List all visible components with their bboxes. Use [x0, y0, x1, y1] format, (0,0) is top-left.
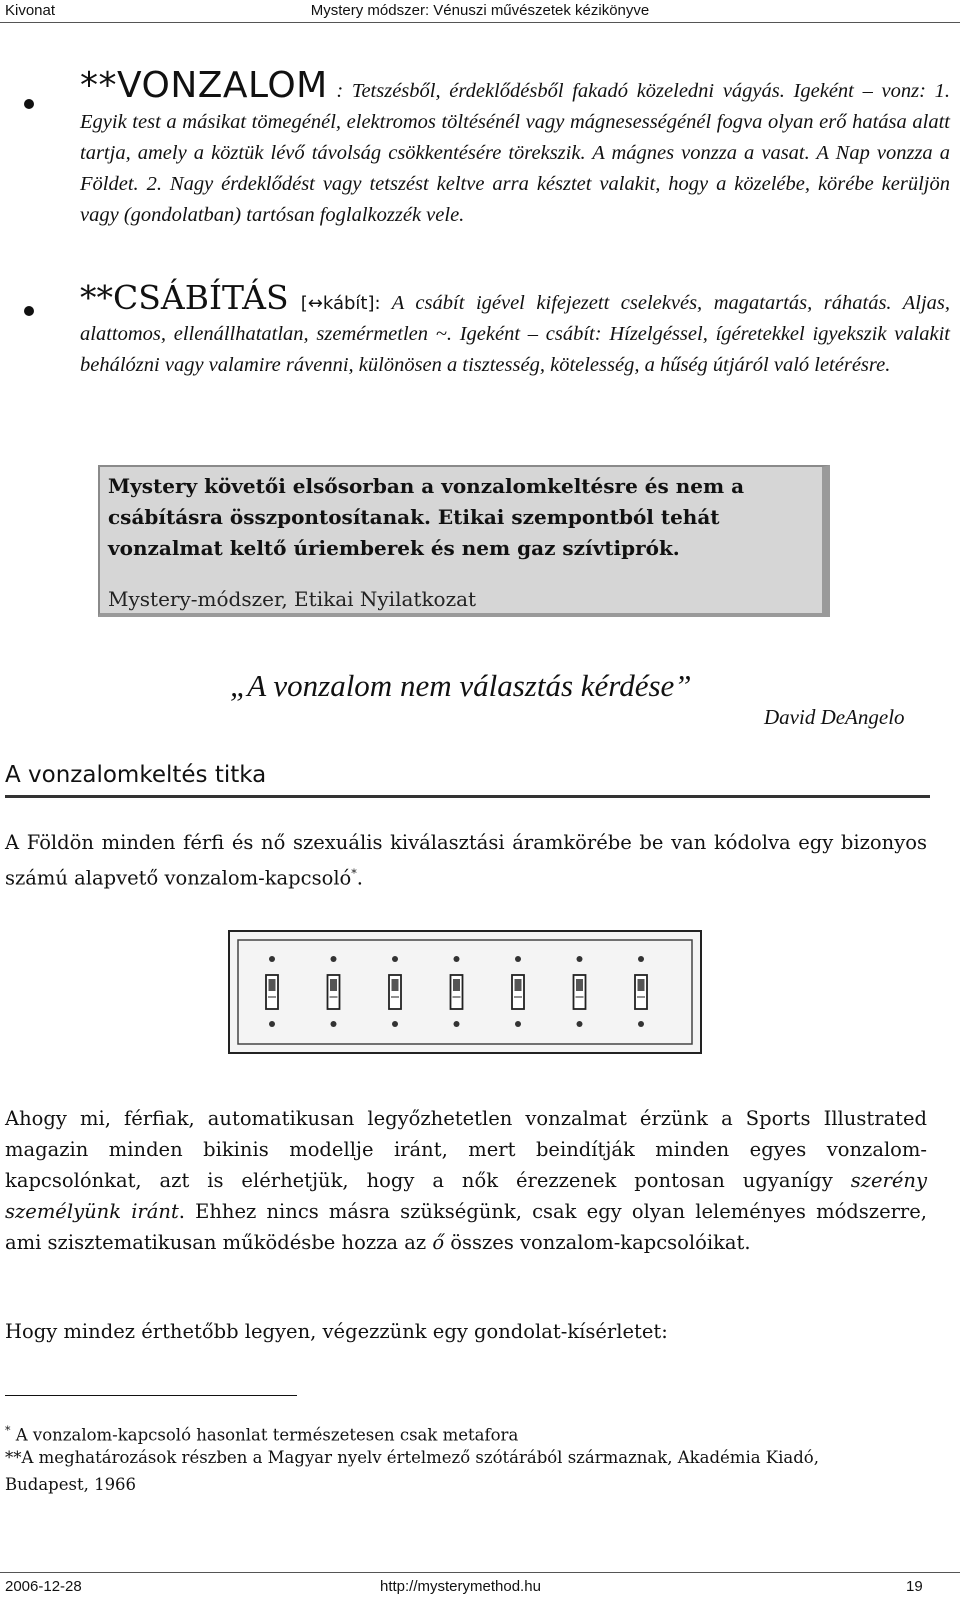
header-title: Mystery módszer: Vénuszi művészetek kézikönyve: [310, 2, 650, 19]
panel-frame: [229, 931, 701, 1053]
footer-url[interactable]: http://mysterymethod.hu: [380, 1578, 541, 1595]
definition-text: : Tetszésből, érdeklődésből fakadó közeledni vágyás. Igeként – vonz: 1. Egyik test a másikat tömegénél, elektromos töltésénél vagy mágnesességénél fogva olyan erő hatása alatt tartja, amely a köztük lévő távolság csökkentésére törekszik. A mágnes vonzza a vasat. A Nap vonzza a Földet. 2. Nagy érdeklődést vagy tetszést keltve arra késztet valakit, hogy a közelébe, körébe kerüljön vagy (gondolatban) tartósan foglalkozzék vele.: [80, 80, 950, 226]
footnote-2: **A meghatározások részben a Magyar nyelv értelmező szótárából származnak, Akadémia Kiadó, Budapest, 1966: [5, 1448, 819, 1494]
header-left: Kivonat: [5, 2, 56, 19]
section-title: A vonzalomkeltés titka: [5, 762, 267, 788]
quote-text: Mystery követői elsősorban a vonzalomkeltésre és nem a csábításra összpontosítanak. Etikai szempontból tehát vonzalmat keltő úriemberek és nem gaz szívtiprók.: [108, 474, 745, 560]
switch-panel-figure: [228, 930, 702, 1054]
footnote-text: A vonzalom-kapcsoló hasonlat természetesen csak metafora: [10, 1425, 519, 1445]
footnote-marker: *: [5, 1424, 11, 1437]
paragraph-text: Ahogy mi, férfiak, automatikusan legyőzhetetlen vonzalmat érzünk a Sports Illustrated magazin minden bikinis modellje iránt, mert beindítják minden egyes vonzalom-kapcsolónkat, azt is elérhetjük, hogy a nők érezzenek pontosan ugyanígy: [5, 1107, 927, 1192]
paragraph-lead: Hogy mindez érthetőbb legyen, végezzünk egy gondolat-kísérletet:: [5, 1320, 668, 1343]
definition-term: **VONZALOM: [80, 65, 328, 106]
section-epigraph: „A vonzalom nem választás kérdése”: [230, 668, 692, 703]
section-rule: [5, 795, 930, 798]
paragraph-text: .: [356, 866, 363, 890]
header-rule: [0, 22, 960, 23]
paragraph-body: [5, 1103, 927, 1258]
bullet-icon: [24, 306, 34, 316]
page-number: 19: [906, 1578, 923, 1595]
definition-pronunciation: [↔kábít]:: [288, 293, 381, 314]
paragraph-text: A Földön minden férfi és nő szexuális kiválasztási áramkörébe be van kódolva egy bizonyos számú alapvető vonzalom-kapcsoló: [5, 831, 927, 890]
footer-rule: [0, 1572, 960, 1573]
definition-text: A csábít igével kifejezett cselekvés, magatartás, ráhatás. Aljas, alattomos, ellenállhatatlan, szemérmetlen ~. Igeként – csábít: Hízelgéssel, ígéretekkel igyekszik valakit behálózni vagy valamire rávenni, különösen a tisztesség, kötelesség, a hűség útjáról való letérésre.: [80, 292, 950, 376]
page-header: [0, 0, 960, 22]
epigraph-author: David DeAngelo: [764, 705, 905, 729]
paragraph-text: összes vonzalom-kapcsolóikat.: [444, 1231, 751, 1254]
quote-source: Mystery-módszer, Etikai Nyilatkozat: [108, 587, 477, 611]
paragraph-emphasis: ő: [432, 1231, 445, 1254]
definition-term: **CSÁBÍTÁS: [80, 278, 289, 317]
paragraph-intro: [5, 827, 927, 894]
footnote-marker: *: [351, 867, 357, 880]
bullet-icon: [24, 99, 34, 109]
paragraph-emphasis: szerény személyünk iránt: [5, 1169, 927, 1223]
definition-vonzalom: [80, 65, 950, 231]
footnote-rule: [5, 1395, 297, 1396]
quote-box: [98, 465, 830, 617]
definition-csabitas: [80, 278, 950, 381]
footer-date: 2006-12-28: [5, 1578, 82, 1595]
paragraph-text: . Ehhez nincs másra szükségünk, csak egy olyan leleményes módszerre, ami szisztematikusan működésbe hozza az: [5, 1200, 927, 1254]
